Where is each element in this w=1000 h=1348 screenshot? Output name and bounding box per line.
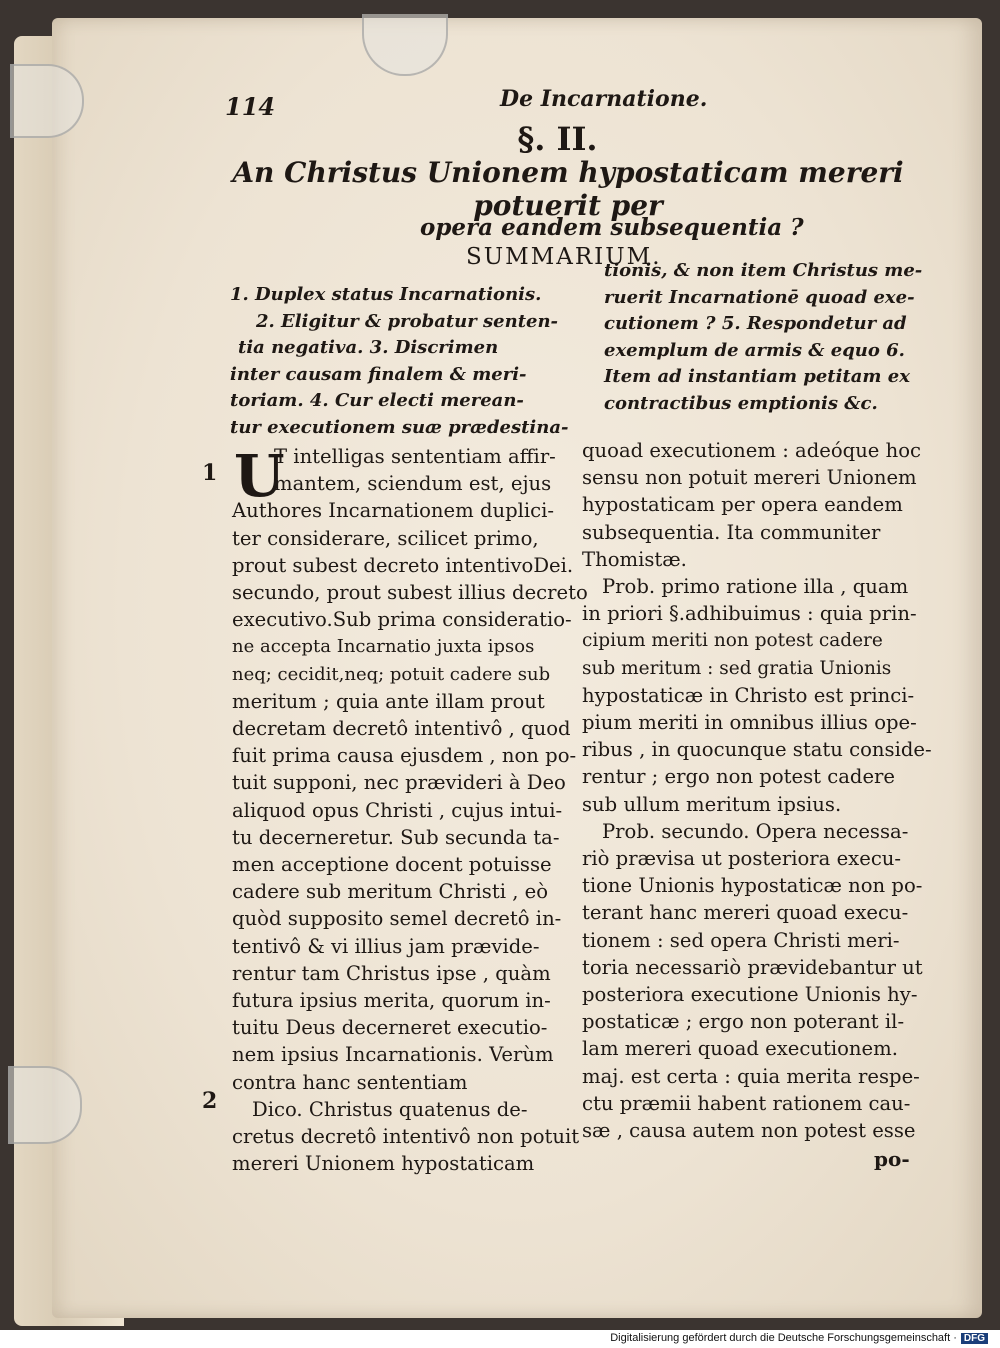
text-line: ribus , in quocunque statu conside-: [582, 738, 932, 762]
text-line: men acceptione docent potuisse: [232, 853, 552, 877]
summary-title: SUMMARIUM.: [466, 244, 662, 270]
summary-line: toriam. 4. Cur electi merean-: [230, 390, 524, 411]
text-line: tuit supponi, nec prævideri à Deo: [232, 771, 566, 795]
text-line: Thomistæ.: [582, 547, 687, 571]
page-clip-left-lower: [8, 1066, 82, 1144]
text-line: quoad executionem : adeóque hoc: [582, 439, 922, 462]
running-head: De Incarnatione.: [500, 86, 708, 112]
text-line: aliquod opus Christi , cujus intui-: [232, 798, 563, 822]
text-line: futura ipsius merita, quorum in-: [232, 989, 551, 1013]
text-line: ter considerare, scilicet primo,: [232, 526, 539, 550]
text-line: in priori §.adhibuimus : quia prin-: [582, 602, 917, 626]
text-line: decretam decretô intentivô , quod: [232, 717, 571, 741]
section-question-line2: opera eandem subsequentia ?: [420, 214, 804, 241]
summary-line: 1. Duplex status Incarnationis.: [230, 284, 542, 305]
summary-line: Item ad instantiam petitam ex: [604, 366, 910, 387]
text-line: posteriora executione Unionis hy-: [582, 983, 918, 1007]
text-line: cretus decretô intentivô non potuit: [232, 1125, 580, 1149]
text-line: sub ullum meritum ipsius.: [582, 792, 842, 816]
text-line: secundo, prout subest illius decreto: [232, 581, 588, 605]
text-line: rentur ; ergo non potest cadere: [582, 765, 896, 789]
text-line: Prob. primo ratione illa , quam: [602, 575, 909, 599]
text-line: tionem : sed opera Christi meri-: [582, 928, 900, 952]
page-number: 114: [225, 92, 276, 121]
footer-bar: [0, 1330, 1000, 1348]
text-line: executivo.Sub prima consideratio-: [232, 608, 572, 632]
text-line: rentur tam Christus ipse , quàm: [232, 961, 551, 985]
text-line: contra hanc sententiam: [232, 1070, 468, 1094]
text-line: neq; cecidit,neq; potuit cadere sub: [232, 663, 551, 685]
summary-line: ruerit Incarnationē quoad exe-: [604, 286, 915, 308]
summary-right-column: [604, 258, 923, 417]
text-line: toria necessariò prævidebantur ut: [582, 955, 923, 979]
text-line: cadere sub meritum Christi , eò: [232, 880, 549, 904]
text-line: Authores Incarnationem duplici-: [232, 499, 555, 523]
text-line: maj. est certa : quia merita respe-: [582, 1064, 920, 1088]
text-line: sæ , causa autem non potest esse: [582, 1119, 916, 1143]
text-line: tentivô & vi illius jam prævide-: [232, 934, 540, 958]
margin-number-2: 2: [202, 1088, 218, 1114]
text-line: tu decerneretur. Sub secunda ta-: [232, 825, 560, 849]
section-question-line1: An Christus Unionem hypostaticam mereri potuerit per: [232, 156, 904, 222]
text-line: hypostaticam per opera eandem: [582, 493, 903, 517]
text-line: fuit prima causa ejusdem , non po-: [232, 744, 577, 768]
text-line: nem ipsius Incarnationis. Verùm: [232, 1043, 554, 1067]
summary-line: tia negativa. 3. Discrimen: [238, 337, 499, 358]
text-line: ne accepta Incarnatio juxta ipsos: [232, 636, 535, 658]
right-text-column: [582, 437, 932, 1144]
text-line: lam mereri quoad executionem.: [582, 1037, 898, 1061]
margin-number-1: 1: [202, 460, 218, 486]
summary-line: tur executionem suæ prædestina-: [230, 416, 569, 438]
text-line: sensu non potuit mereri Unionem: [582, 466, 917, 490]
text-line: T intelligas sententiam affir-: [274, 445, 556, 468]
text-line: subsequentia. Ita communiter: [582, 520, 881, 544]
summary-left-column: [230, 282, 570, 441]
text-line: meritum ; quia ante illam prout: [232, 689, 545, 713]
text-line: sub meritum : sed gratia Unionis: [582, 657, 892, 679]
left-text-column: [232, 443, 588, 1177]
summary-line: exemplum de armis & equo 6.: [604, 339, 905, 361]
summary-line: tionis, & non item Christus me-: [604, 260, 923, 281]
text-line: tione Unionis hypostaticæ non po-: [582, 874, 923, 898]
dfg-logo-icon: DFG: [961, 1333, 988, 1344]
text-line: ctu præmii habent rationem cau-: [582, 1091, 911, 1115]
summary-line: cutionem ? 5. Respondetur ad: [604, 313, 907, 334]
text-line: quòd supposito semel decretô in-: [232, 907, 562, 931]
text-line: tuitu Deus decerneret executio-: [232, 1016, 548, 1040]
summary-line: inter causam finalem & meri-: [230, 363, 527, 385]
text-line: riò prævisa ut posteriora execu-: [582, 847, 902, 871]
text-line: mantem, sciendum est, ejus: [274, 472, 552, 496]
text-line: Prob. secundo. Opera necessa-: [602, 819, 909, 843]
drop-cap: U: [234, 442, 285, 510]
text-line: Dico. Christus quatenus de-: [252, 1097, 528, 1121]
footer-credit: [610, 1332, 988, 1344]
catchword: po-: [874, 1147, 910, 1171]
footer-text: Digitalisierung gefördert durch die Deutsche Forschungsgemeinschaft ·: [610, 1332, 957, 1344]
text-line: hypostaticæ in Christo est princi-: [582, 683, 915, 707]
text-line: postaticæ ; ergo non poterant il-: [582, 1010, 905, 1034]
text-line: terant hanc mereri quoad execu-: [582, 901, 909, 925]
section-number: §. II.: [517, 120, 598, 158]
text-line: cipium meriti non potest cadere: [582, 630, 883, 652]
summary-line: contractibus emptionis &c.: [604, 392, 878, 414]
summary-line: 2. Eligitur & probatur senten-: [256, 310, 559, 332]
text-line: mereri Unionem hypostaticam: [232, 1152, 535, 1176]
text-line: prout subest decreto intentivoDei.: [232, 553, 574, 577]
text-line: pium meriti in omnibus illius ope-: [582, 711, 917, 735]
